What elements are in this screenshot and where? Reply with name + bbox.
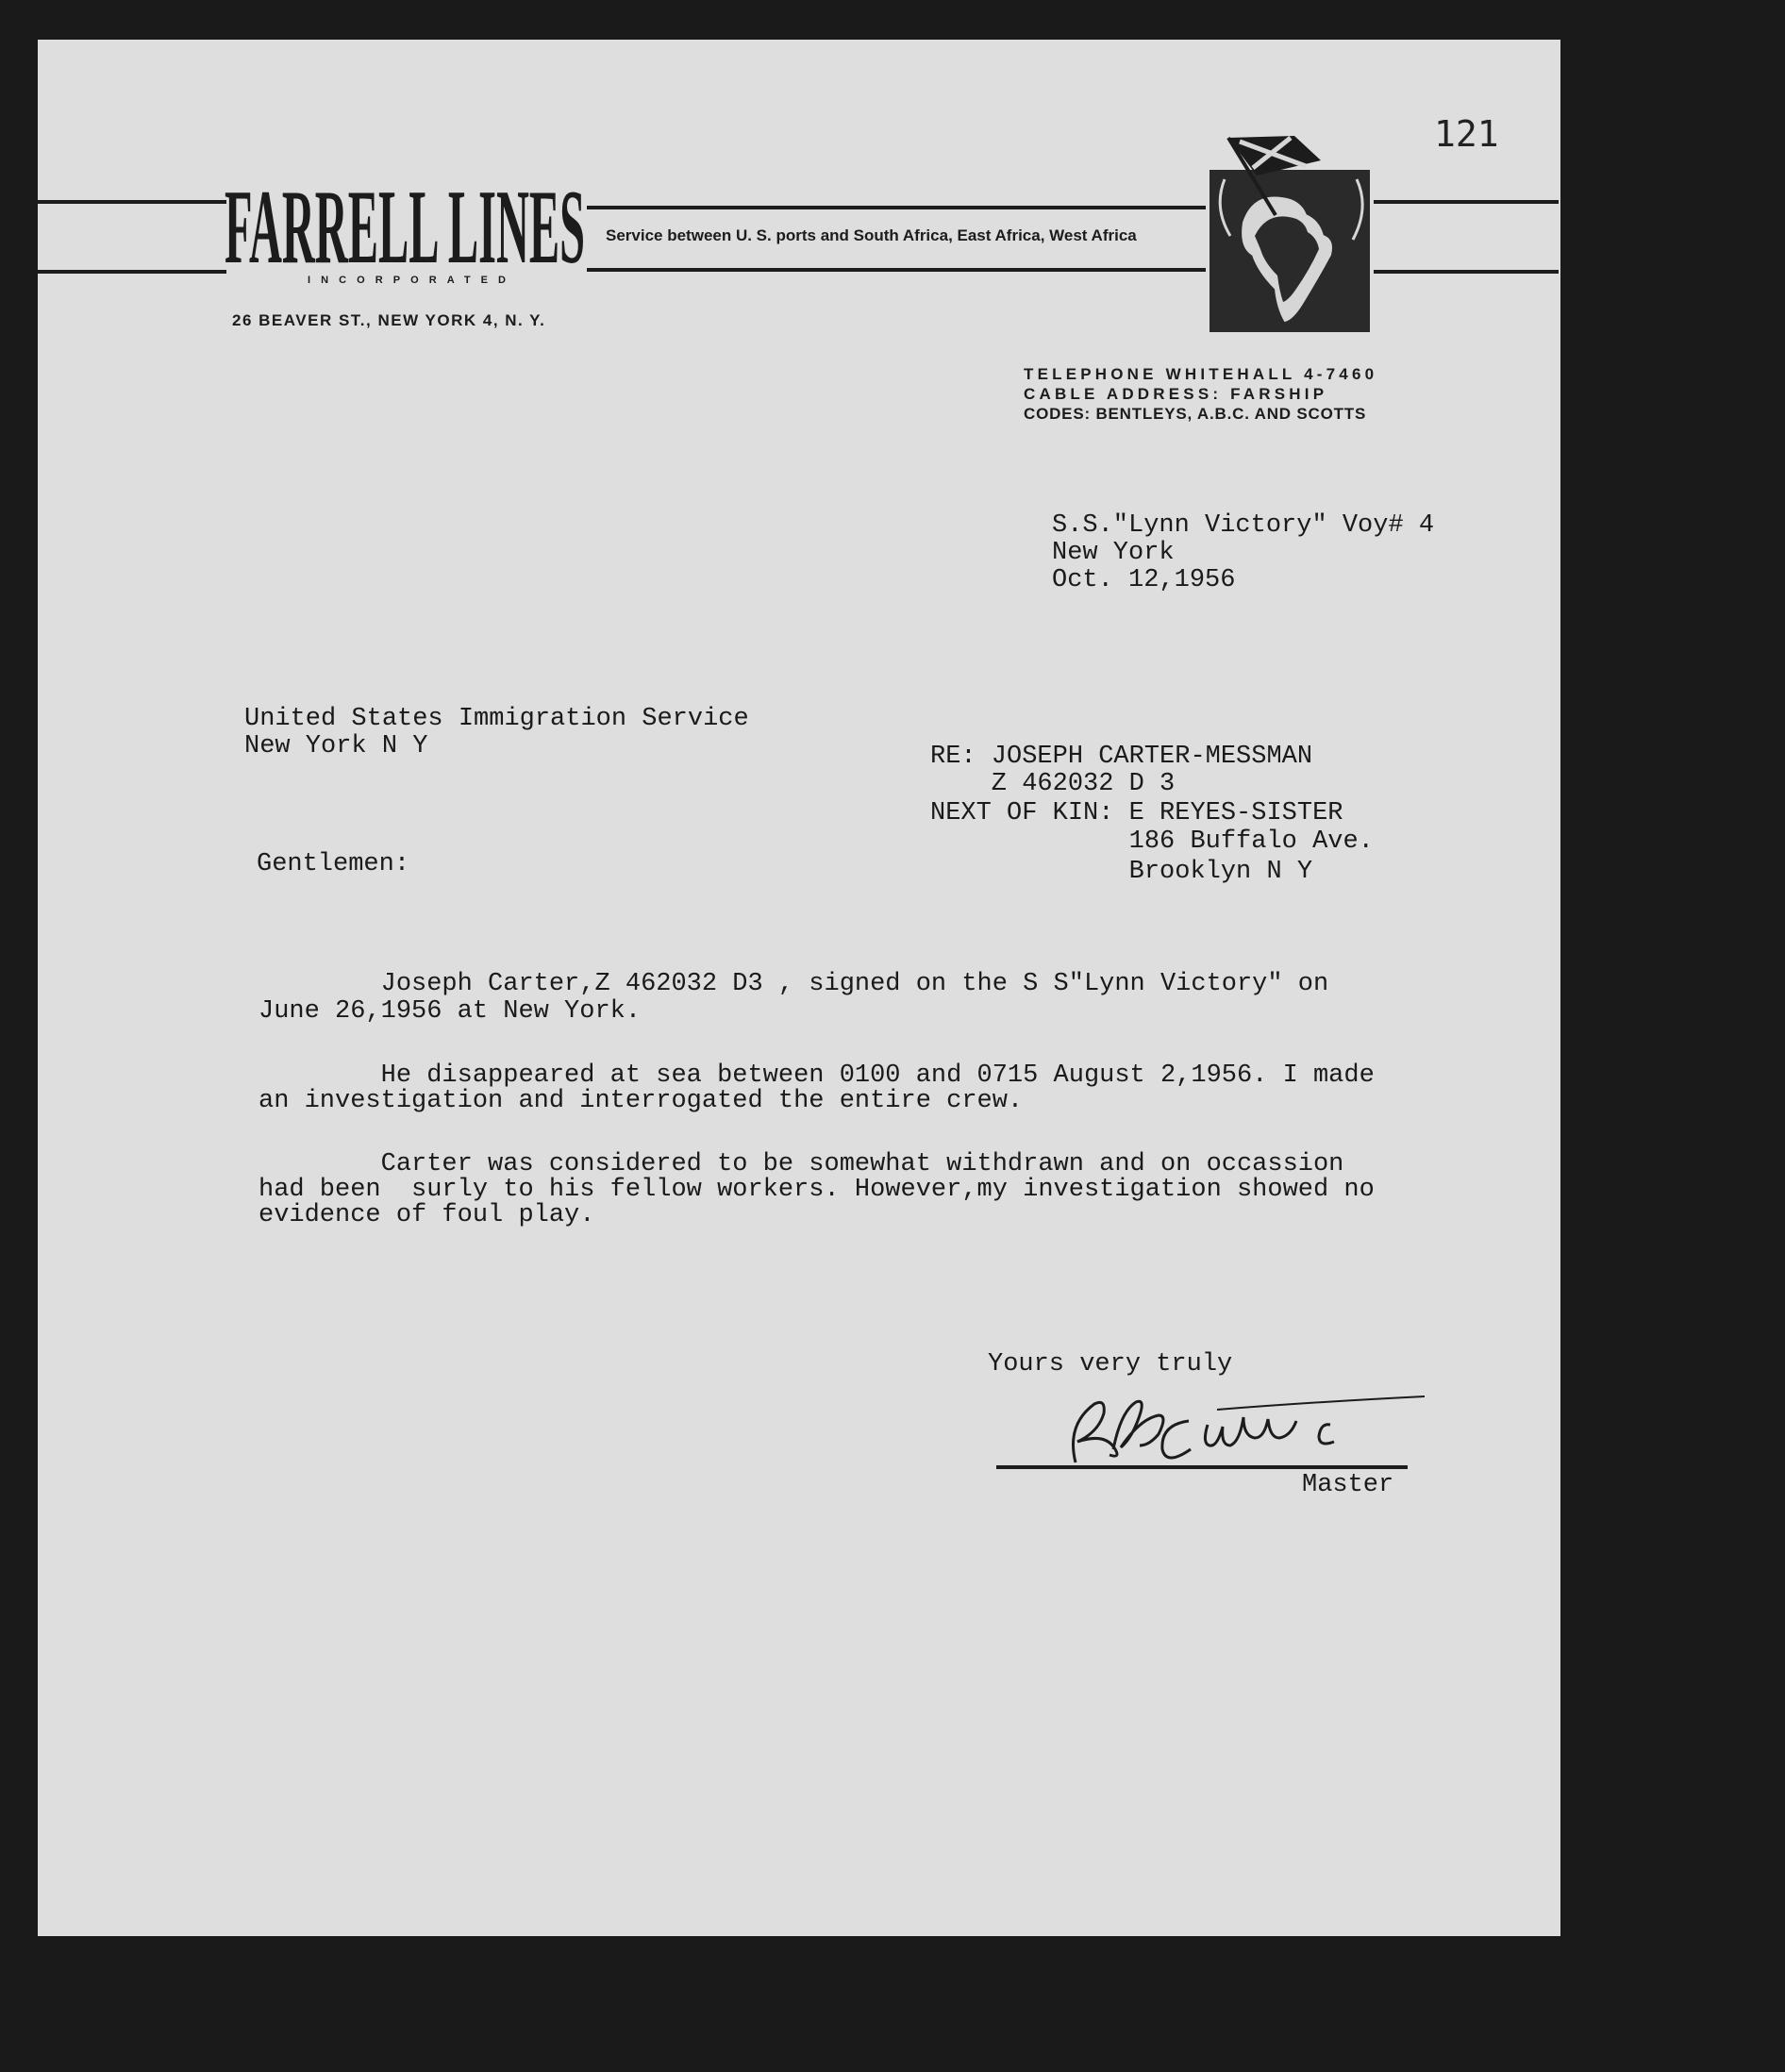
signature-line [996,1465,1408,1469]
closing: Yours very truly [988,1350,1233,1379]
recipient-line-1: United States Immigration Service [244,705,749,733]
codes-line: CODES: BENTLEYS, A.B.C. AND SCOTTS [1024,405,1367,423]
letterhead-tagline: Service between U. S. ports and South Africa, East Africa, West Africa [606,226,1137,244]
reference-kin-address-1: 186 Buffalo Ave. [930,827,1374,856]
body-p2-line-1: He disappeared at sea between 0100 and 0715 August 2,1956. I made [259,1061,1375,1090]
salutation: Gentlemen: [257,850,410,878]
body-p1-line-1: Joseph Carter,Z 462032 D3 , signed on the S S"Lynn Victory" on [259,970,1329,998]
letterhead-rule-bottom-left [38,270,226,274]
body-p1-line-2: June 26,1956 at New York. [259,997,642,1026]
letterhead-address: 26 BEAVER ST., NEW YORK 4, N. Y. [232,311,546,329]
telephone-line: TELEPHONE WHITEHALL 4-7460 [1024,365,1378,383]
date-line: Oct. 12,1956 [1052,566,1236,594]
reference-re: RE: JOSEPH CARTER-MESSMAN [930,743,1313,771]
africa-flag-emblem [1206,132,1374,336]
body-p3-line-1: Carter was considered to be somewhat withdrawn and on occassion [259,1150,1344,1178]
place-line: New York [1052,539,1175,567]
body-p3-line-3: evidence of foul play. [259,1201,595,1229]
body-p3-line-2: had been surly to his fellow workers. However,my investigation showed no [259,1176,1375,1204]
vessel-line: S.S."Lynn Victory" Voy# 4 [1052,511,1435,540]
letterhead-rule-top-mid [587,206,1206,209]
letterhead-rule-bottom-right [1374,270,1559,274]
company-logo [225,168,589,287]
reference-id: Z 462032 D 3 [930,770,1176,798]
signature-title: Master [1302,1471,1394,1499]
cable-address-line: CABLE ADDRESS: FARSHIP [1024,385,1328,403]
page-number: 121 [1434,113,1499,155]
reference-kin-address-2: Brooklyn N Y [930,858,1313,886]
company-incorporated: INCORPORATED [308,275,506,286]
letterhead-rule-top-right [1374,200,1559,204]
company-name: FARRELL LINES [225,169,585,286]
handwritten-signature [1047,1383,1425,1478]
letterhead-contact [1024,364,1420,424]
recipient-line-2: New York N Y [244,732,428,760]
body-p2-line-2: an investigation and interrogated the entire crew. [259,1087,1024,1115]
reference-next-of-kin: NEXT OF KIN: E REYES-SISTER [930,799,1343,827]
letterhead-rule-top-left [38,200,226,204]
letterhead-rule-bottom-mid [587,268,1206,272]
